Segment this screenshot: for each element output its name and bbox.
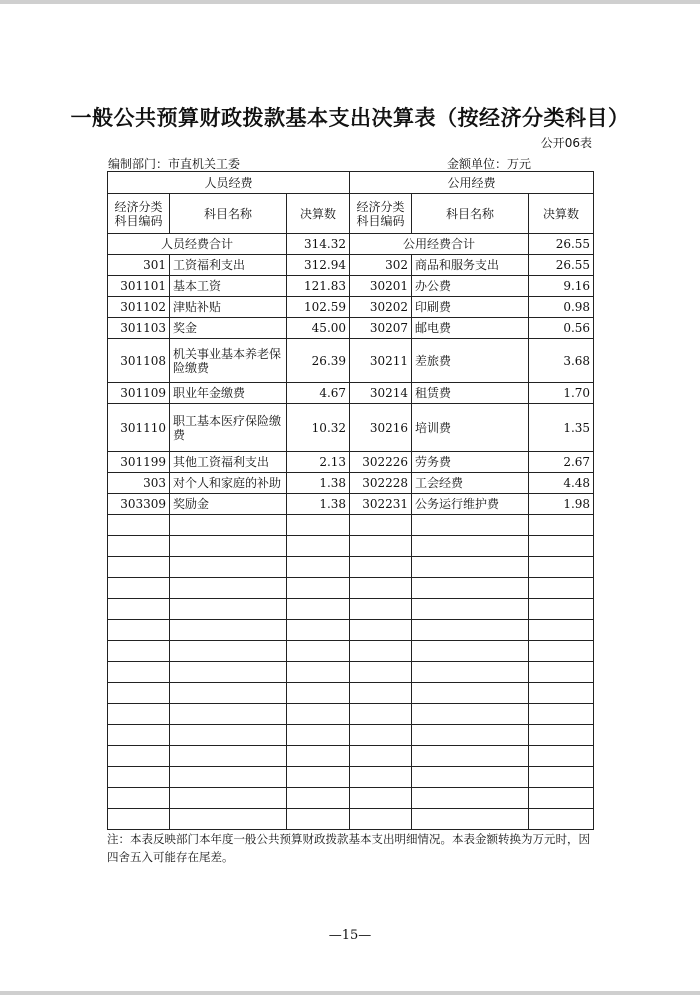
empty-cell (170, 683, 287, 704)
right-amount: 1.35 (529, 404, 594, 452)
empty-cell (412, 662, 529, 683)
empty-row (108, 683, 594, 704)
left-amount: 2.13 (287, 452, 350, 473)
right-name: 商品和服务支出 (412, 255, 529, 276)
empty-cell (287, 515, 350, 536)
table-row (108, 404, 594, 452)
right-name: 邮电费 (412, 318, 529, 339)
empty-cell (350, 809, 412, 830)
personnel-total-label: 人员经费合计 (108, 234, 287, 255)
right-code: 30201 (350, 276, 412, 297)
left-amount: 26.39 (287, 339, 350, 383)
left-code: 301102 (108, 297, 170, 318)
right-name: 培训费 (412, 404, 529, 452)
empty-cell (412, 809, 529, 830)
right-code: 302231 (350, 494, 412, 515)
empty-cell (412, 557, 529, 578)
empty-row (108, 809, 594, 830)
unit-label: 金额单位：万元 (447, 157, 532, 171)
amount-column-header: 决算数 (529, 194, 594, 234)
form-code: 公开06表 (540, 136, 592, 150)
left-code: 301108 (108, 339, 170, 383)
table-row (108, 297, 594, 318)
left-name: 职工基本医疗保险缴费 (170, 404, 287, 452)
empty-cell (108, 788, 170, 809)
right-name: 办公费 (412, 276, 529, 297)
empty-cell (287, 788, 350, 809)
empty-row (108, 515, 594, 536)
left-code: 303309 (108, 494, 170, 515)
empty-cell (529, 662, 594, 683)
empty-cell (529, 557, 594, 578)
empty-cell (287, 641, 350, 662)
left-name: 津贴补贴 (170, 297, 287, 318)
empty-cell (412, 515, 529, 536)
amount-column-header: 决算数 (287, 194, 350, 234)
empty-cell (529, 599, 594, 620)
empty-row (108, 557, 594, 578)
empty-cell (350, 578, 412, 599)
empty-cell (287, 599, 350, 620)
empty-cell (350, 662, 412, 683)
empty-row (108, 704, 594, 725)
table-row (108, 318, 594, 339)
right-code: 302228 (350, 473, 412, 494)
empty-cell (412, 599, 529, 620)
left-amount: 4.67 (287, 383, 350, 404)
empty-cell (529, 683, 594, 704)
right-amount: 3.68 (529, 339, 594, 383)
left-code: 301103 (108, 318, 170, 339)
empty-cell (412, 788, 529, 809)
empty-cell (412, 746, 529, 767)
empty-cell (529, 641, 594, 662)
table-row (108, 383, 594, 404)
left-name: 基本工资 (170, 276, 287, 297)
empty-cell (170, 599, 287, 620)
left-amount: 1.38 (287, 494, 350, 515)
empty-cell (412, 725, 529, 746)
left-name: 工资福利支出 (170, 255, 287, 276)
empty-cell (108, 536, 170, 557)
personnel-header: 人员经费 (108, 172, 350, 194)
dept-label: 编制部门：市直机关工委 (108, 157, 241, 171)
empty-cell (108, 599, 170, 620)
empty-row (108, 536, 594, 557)
left-amount: 121.83 (287, 276, 350, 297)
left-name: 机关事业基本养老保险缴费 (170, 339, 287, 383)
table-row (108, 473, 594, 494)
right-amount: 9.16 (529, 276, 594, 297)
left-code: 301 (108, 255, 170, 276)
public-total-label: 公用经费合计 (350, 234, 529, 255)
right-amount: 0.56 (529, 318, 594, 339)
empty-cell (350, 620, 412, 641)
empty-cell (529, 788, 594, 809)
empty-cell (170, 641, 287, 662)
empty-cell (287, 767, 350, 788)
public-header: 公用经费 (350, 172, 594, 194)
empty-cell (108, 641, 170, 662)
right-name: 租赁费 (412, 383, 529, 404)
empty-cell (170, 557, 287, 578)
empty-cell (529, 620, 594, 641)
empty-cell (170, 515, 287, 536)
empty-cell (108, 746, 170, 767)
empty-cell (350, 725, 412, 746)
empty-cell (287, 662, 350, 683)
right-amount: 4.48 (529, 473, 594, 494)
empty-row (108, 599, 594, 620)
personnel-total-amount: 314.32 (287, 234, 350, 255)
code-column-header: 经济分类科目编码 (350, 194, 412, 234)
empty-cell (350, 641, 412, 662)
left-name: 奖金 (170, 318, 287, 339)
name-column-header: 科目名称 (412, 194, 529, 234)
empty-cell (108, 725, 170, 746)
empty-cell (287, 578, 350, 599)
left-code: 301101 (108, 276, 170, 297)
left-name: 其他工资福利支出 (170, 452, 287, 473)
empty-cell (287, 746, 350, 767)
empty-row (108, 662, 594, 683)
empty-cell (170, 767, 287, 788)
right-name: 工会经费 (412, 473, 529, 494)
empty-cell (412, 641, 529, 662)
empty-cell (287, 704, 350, 725)
table-row (108, 494, 594, 515)
empty-cell (529, 809, 594, 830)
empty-cell (350, 599, 412, 620)
empty-cell (108, 515, 170, 536)
empty-cell (350, 557, 412, 578)
table-row (108, 452, 594, 473)
left-name: 奖励金 (170, 494, 287, 515)
left-name: 对个人和家庭的补助 (170, 473, 287, 494)
empty-cell (287, 557, 350, 578)
right-amount: 0.98 (529, 297, 594, 318)
left-amount: 312.94 (287, 255, 350, 276)
empty-cell (529, 725, 594, 746)
left-code: 301109 (108, 383, 170, 404)
empty-cell (108, 578, 170, 599)
empty-cell (350, 536, 412, 557)
empty-cell (170, 620, 287, 641)
name-column-header: 科目名称 (170, 194, 287, 234)
table-row (108, 339, 594, 383)
left-code: 301110 (108, 404, 170, 452)
empty-cell (350, 788, 412, 809)
right-code: 30216 (350, 404, 412, 452)
right-amount: 1.98 (529, 494, 594, 515)
empty-row (108, 620, 594, 641)
empty-row (108, 767, 594, 788)
empty-cell (529, 536, 594, 557)
right-code: 30211 (350, 339, 412, 383)
empty-cell (529, 746, 594, 767)
left-amount: 45.00 (287, 318, 350, 339)
empty-cell (287, 809, 350, 830)
left-amount: 102.59 (287, 297, 350, 318)
empty-cell (170, 809, 287, 830)
empty-cell (108, 767, 170, 788)
empty-cell (412, 536, 529, 557)
empty-row (108, 746, 594, 767)
empty-row (108, 578, 594, 599)
empty-cell (350, 704, 412, 725)
empty-cell (170, 662, 287, 683)
right-amount: 2.67 (529, 452, 594, 473)
empty-cell (287, 536, 350, 557)
empty-cell (170, 704, 287, 725)
right-name: 印刷费 (412, 297, 529, 318)
footnote: 注：本表反映部门本年度一般公共预算财政拨款基本支出明细情况。本表金额转换为万元时，因四舍五入可能存在尾差。 (107, 832, 590, 864)
right-code: 30214 (350, 383, 412, 404)
right-code: 30207 (350, 318, 412, 339)
empty-cell (287, 620, 350, 641)
right-amount: 26.55 (529, 255, 594, 276)
left-amount: 10.32 (287, 404, 350, 452)
left-code: 301199 (108, 452, 170, 473)
empty-cell (529, 767, 594, 788)
empty-cell (350, 683, 412, 704)
empty-cell (108, 557, 170, 578)
empty-row (108, 641, 594, 662)
empty-cell (108, 704, 170, 725)
empty-cell (412, 767, 529, 788)
empty-cell (350, 746, 412, 767)
empty-cell (108, 683, 170, 704)
empty-cell (108, 809, 170, 830)
empty-cell (412, 683, 529, 704)
empty-row (108, 725, 594, 746)
table-row (108, 276, 594, 297)
empty-cell (529, 515, 594, 536)
right-amount: 1.70 (529, 383, 594, 404)
right-name: 劳务费 (412, 452, 529, 473)
left-amount: 1.38 (287, 473, 350, 494)
public-total-amount: 26.55 (529, 234, 594, 255)
code-column-header: 经济分类科目编码 (108, 194, 170, 234)
right-code: 302 (350, 255, 412, 276)
table-title: 一般公共预算财政拨款基本支出决算表（按经济分类科目） (70, 106, 630, 130)
empty-cell (170, 725, 287, 746)
empty-cell (350, 515, 412, 536)
expenditure-table (107, 171, 594, 830)
right-name: 差旅费 (412, 339, 529, 383)
page-number: —15— (328, 928, 372, 943)
table-row (108, 255, 594, 276)
empty-cell (170, 536, 287, 557)
right-name: 公务运行维护费 (412, 494, 529, 515)
empty-row (108, 788, 594, 809)
empty-cell (108, 662, 170, 683)
empty-cell (108, 620, 170, 641)
right-code: 30202 (350, 297, 412, 318)
empty-cell (412, 578, 529, 599)
right-code: 302226 (350, 452, 412, 473)
empty-cell (412, 620, 529, 641)
empty-cell (170, 788, 287, 809)
empty-cell (287, 683, 350, 704)
empty-cell (170, 578, 287, 599)
left-code: 303 (108, 473, 170, 494)
empty-cell (412, 704, 529, 725)
left-name: 职业年金缴费 (170, 383, 287, 404)
empty-cell (170, 746, 287, 767)
empty-cell (287, 725, 350, 746)
empty-cell (529, 704, 594, 725)
empty-cell (350, 767, 412, 788)
empty-cell (529, 578, 594, 599)
